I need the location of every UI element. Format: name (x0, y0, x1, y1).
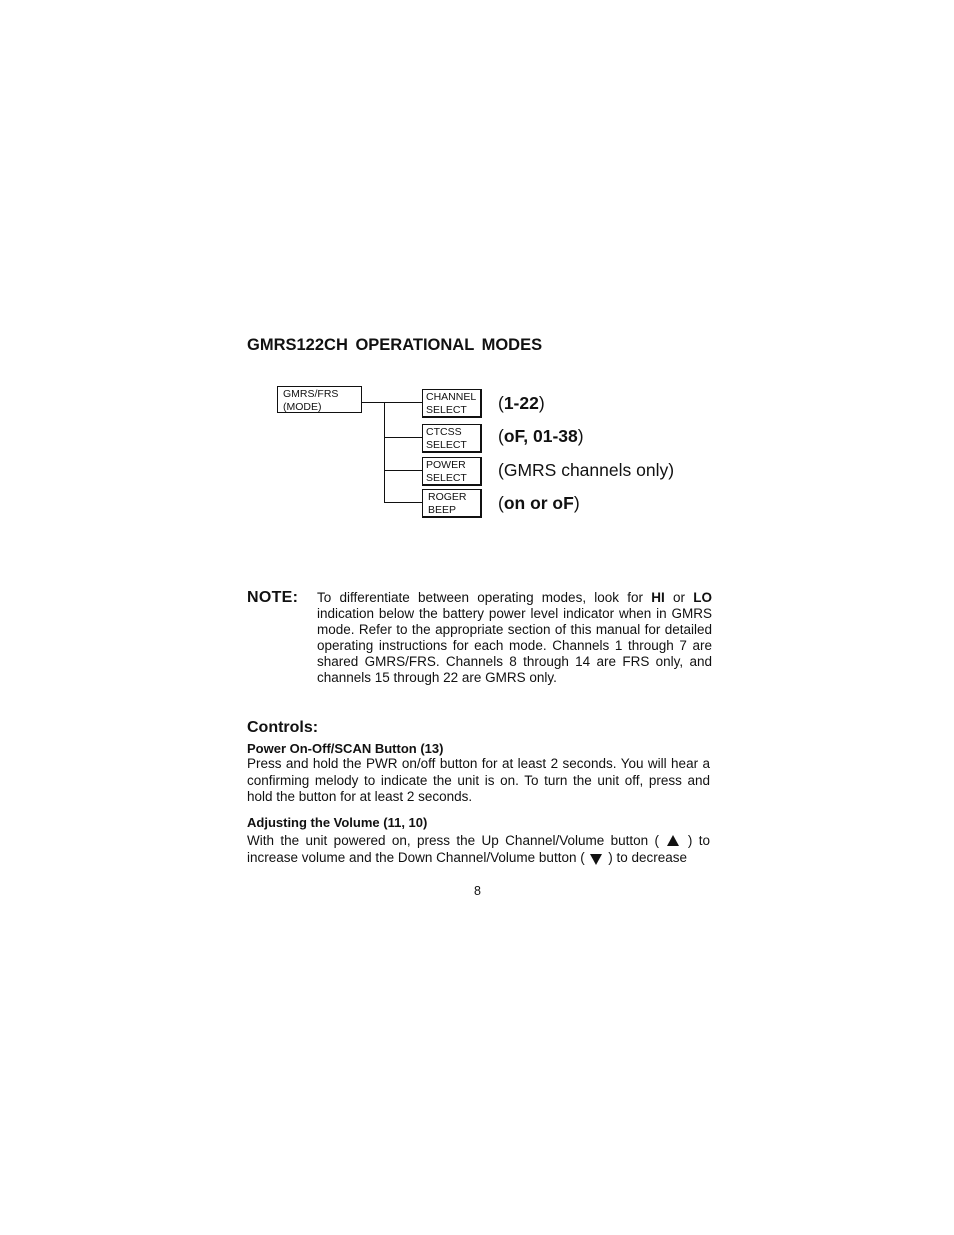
connector-line (384, 502, 422, 503)
paren: ) (573, 493, 580, 513)
volume-text-part: ) to increase volume and the Down Channel/Volume button ( (247, 833, 710, 865)
channel-select-box (422, 389, 482, 418)
channel-range-label (498, 393, 545, 414)
mode-box-line2: (MODE) (283, 400, 322, 413)
paren: ( (498, 426, 504, 446)
power-note-label: (GMRS channels only) (498, 460, 675, 480)
power-button-heading: Power On-Off/SCAN Button (13) (247, 741, 444, 756)
note-label: NOTE: (247, 589, 299, 606)
connector-line (384, 437, 422, 438)
ctcss-select-box (422, 424, 482, 453)
box-label-line1: ROGER (428, 491, 467, 503)
page-title: GMRS122CH OPERATIONAL MODES (247, 336, 543, 354)
volume-text-part: ) to decrease (608, 849, 688, 865)
box-label-line1: CHANNEL (426, 391, 477, 403)
ctcss-range-label (498, 426, 584, 447)
box-label-line1: POWER (426, 459, 466, 471)
power-button-text: Press and hold the PWR on/off button for at least 2 seconds. You will hear a confirming melody to indicate the unit is on. To turn the unit off, press and hold the button for at least 2 seconds. (247, 756, 710, 804)
connector-line (384, 470, 422, 471)
roger-beep-label (498, 493, 580, 514)
box-label-line1: CTCSS (426, 426, 462, 438)
hi-indicator: HI (651, 590, 665, 605)
note-text: indication below the battery power level indicator when in GMRS mode. Refer to the appropriate section of this manual for detailed operating instructions for each mode. Channels 1 through 7 are shared GMRS/FRS. Channels 8 through 14 are FRS only, and channels 15 through 22 are GMRS only. (317, 606, 712, 685)
note-text: or (664, 590, 694, 605)
up-arrow-icon (667, 835, 679, 846)
connector-line (362, 402, 422, 403)
down-arrow-icon (590, 854, 602, 865)
mode-box-line1: GMRS/FRS (283, 388, 339, 400)
paren: ) (577, 426, 584, 446)
note-body (317, 590, 712, 686)
box-label-line2: SELECT (426, 438, 467, 451)
page-number: 8 (474, 884, 481, 898)
paren: ) (538, 393, 545, 413)
roger-beep-value: on or oF (503, 493, 574, 513)
lo-indicator: LO (693, 590, 712, 605)
mode-box (277, 386, 362, 413)
volume-text (247, 833, 710, 866)
box-label-line2: SELECT (426, 403, 467, 416)
paren: ( (498, 393, 504, 413)
box-label-line2: BEEP (428, 503, 457, 516)
ctcss-range-value: oF, 01-38 (503, 426, 578, 446)
channel-range-value: 1-22 (503, 393, 539, 413)
volume-text-part: With the unit powered on, press the Up Channel/Volume button ( (247, 833, 660, 848)
power-select-box (422, 457, 482, 486)
roger-beep-box (422, 489, 482, 518)
note-text: To differentiate between operating modes, look for (317, 590, 652, 605)
controls-heading: Controls: (247, 719, 319, 736)
paren: ( (498, 493, 504, 513)
volume-heading: Adjusting the Volume (11, 10) (247, 815, 428, 830)
connector-line (384, 402, 385, 502)
box-label-line2: SELECT (426, 471, 467, 484)
